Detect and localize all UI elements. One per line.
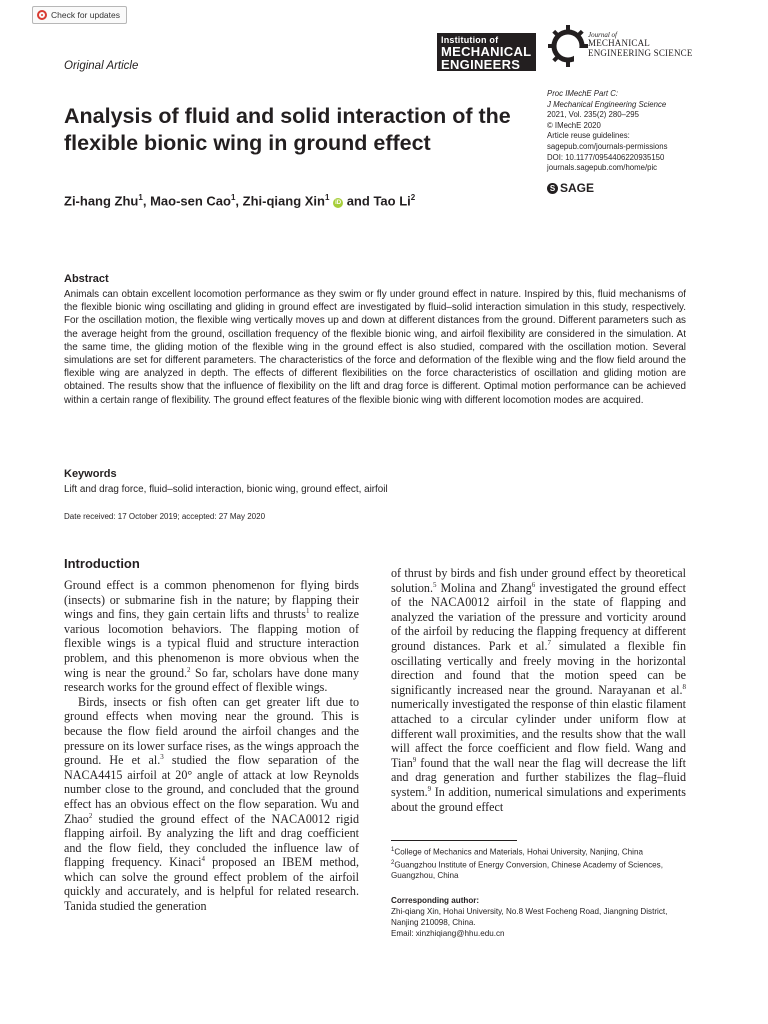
author-list: Zi-hang Zhu$^1$, Mao-sen Cao$^1$, Zhi-qiang Xin$^1$ iD and Tao Li$^2$ (64, 193, 416, 209)
author-2: Mao-sen Cao (150, 193, 231, 209)
journal-logo (548, 24, 708, 74)
footnote-divider (391, 840, 517, 841)
meta-line5: Article reuse guidelines: (547, 131, 630, 141)
authors-and: and (346, 193, 370, 209)
ref-9[interactable]: 9 (412, 755, 417, 764)
author-2-affil: 1 (230, 193, 236, 202)
ref-9b[interactable]: 9 (427, 784, 432, 793)
intro-paragraph-3 (391, 566, 686, 814)
corresponding-heading: Corresponding author: (391, 896, 480, 905)
abstract-heading: Abstract (64, 273, 109, 285)
author-3-affil: 1 (324, 193, 330, 202)
meta-line3: 2021, Vol. 235(2) 280–295 (547, 110, 639, 120)
corresponding-author (391, 895, 691, 939)
intro-c2-text-c: investigated the ground effect of the NACA0012 airfoil in the state of flapping and analyzed the variation of the pressure and vorticity around of the airfoil by reducing the flapping frequency at different ground distances. Park et al. (391, 580, 686, 653)
intro-c2-text-b: Molina and Zhang (436, 580, 532, 595)
date-line: Date received: 17 October 2019; accepted: 27 May 2020 (64, 512, 266, 521)
reuse-link[interactable]: sagepub.com/journals-permissions (547, 141, 668, 151)
check-for-updates-button[interactable] (32, 6, 127, 24)
intro-p2-text-b: studied the flow separation of the NACA4415 airfoil at 20° angle of attack at low Reynolds number close to the ground, and concluded that the ground effect has an obvious effect on the flow separation. Wu and Zhao (64, 753, 359, 826)
affiliation-1-text: College of Mechanics and Materials, Hohai University, Nanjing, China (394, 847, 643, 857)
publisher-logo-line1: Institution of (441, 35, 499, 45)
corresponding-address: Zhi-qiang Xin, Hohai University, No.8 West Focheng Road, Jiangning District, Nanjing 210098, China. (391, 907, 668, 927)
intro-p1-text-a: Ground effect is a common phenomenon for flying birds (insects) or submarine fish in the nature; by flapping their wings and fins, they gain certain lifts and thrusts (64, 578, 359, 622)
author-4-affil: 2 (410, 193, 416, 202)
citation-meta (547, 89, 717, 174)
intro-c2-text-g: In addition, numerical simulations and experiments about the ground effect (391, 784, 686, 814)
intro-p1-text-c: So far, scholars have done many research works for the ground effect of flexible wings. (64, 665, 359, 695)
journal-logo-line1: Journal of (588, 31, 617, 39)
author-4: Tao Li (373, 193, 411, 209)
intro-p1-text-b: to realize various locomotion behaviors. The flapping motion of flexible wings is a typical fluid and structure interaction problem, and this phenomenon is more obvious when the wing is near the ground. (64, 607, 359, 680)
check-for-updates-label: Check for updates (51, 10, 120, 20)
publisher-logo-line2: MECHANICAL (441, 44, 532, 59)
affiliation-2-mark: 2 (391, 859, 395, 866)
sage-label: SAGE (560, 181, 595, 195)
ref-8[interactable]: 8 (682, 682, 686, 691)
intro-c2-text-a: of thrust by birds and fish under ground effect by theoretical solution. (391, 566, 686, 595)
intro-p2-text-c: studied the ground effect of the NACA0012 rigid flapping airfoil. By analyzing the lift and drag coefficient and the flow field, they concluded the influence law of flapping frequency. Kinaci (64, 811, 359, 870)
check-for-updates-icon (37, 10, 47, 20)
meta-line2: J Mechanical Engineering Science (547, 99, 667, 109)
body-column-left (64, 578, 359, 914)
article-title: Analysis of fluid and solid interaction of the flexible bionic wing in ground effect (64, 104, 511, 155)
keywords-heading: Keywords (64, 468, 117, 480)
journal-logo-line2: MECHANICAL (588, 38, 650, 49)
publisher-logo-line3: ENGINEERS (441, 57, 521, 72)
ref-2b[interactable]: 2 (88, 811, 93, 820)
author-1-affil: 1 (138, 193, 143, 202)
intro-p2-text-a: Birds, insects or fish often can get greater lift due to ground effects when moving near the ground. This is because the flow field around the airfoil changes and the pressure on its lower surface rises, as the wings approach the ground. He et al. (64, 694, 359, 768)
affiliation-1-mark: 1 (391, 847, 395, 853)
sage-icon: S (547, 183, 558, 194)
abstract-text: Animals can obtain excellent locomotion performance as they swim or fly under ground effect in nature. Inspired by this, fluid mechanisms of the flexible bionic wing oscillating and gliding in ground effect are investigated by fluid–solid interaction simulation in this study, respectively. For the oscillation motion, the flexible wing vertically moves up and down at different distances from the ground. Different parameters such as the average height from the ground, oscillation frequency of the flexible bionic wing, and airfoil flexibility are considered in the simulation. At the same time, the gliding motion of the flexible wing in the ground effect is also studied, compared with the oscillation motion. Several simulations are set for different parameters. The characteristics of the force and deformation of the flexible wing and the flow field around the flexible wing are analyzed in depth. The effects of different flexibilities on the force characteristics of oscillation and gliding motion are obtained. The results show that the influence of flexibility on the lift and drag force is different. Optimal motion performance can be achieved within a certain range of flexibility. The ground effect features of the flexible bionic wing with different locomotion modes are acquired. (64, 289, 686, 406)
intro-paragraph-2 (64, 695, 359, 914)
ref-1[interactable]: 1 (306, 607, 310, 616)
publisher-logo (437, 33, 536, 71)
ref-2[interactable]: 2 (187, 665, 191, 674)
keywords-text: Lift and drag force, fluid–solid interaction, bionic wing, ground effect, airfoil (64, 484, 388, 495)
author-1: Zi-hang Zhu (64, 193, 139, 209)
ref-5[interactable]: 5 (433, 580, 437, 589)
ref-3[interactable]: 3 (160, 753, 164, 762)
intro-paragraph-1 (64, 578, 359, 695)
journal-logo-line3: ENGINEERING SCIENCE (588, 47, 693, 58)
journal-gear-icon (548, 24, 588, 68)
affiliation-1 (391, 845, 691, 858)
sage-logo (547, 181, 594, 195)
orcid-icon[interactable]: iD (335, 200, 342, 207)
intro-c2-text-d: simulated a flexible fin oscillating vertically and freely moving in the horizontal direction and found that the motion speed can be significantly increased near the ground. Narayanan et al. (391, 638, 686, 697)
doi-link[interactable]: DOI: 10.1177/0954406220935150 (547, 152, 665, 162)
affiliation-2 (391, 858, 691, 882)
affiliation-2-text: Guangzhou Institute of Energy Conversion, Chinese Academy of Sciences, Guangzhou, China (391, 860, 663, 881)
body-column-right (391, 566, 686, 814)
corresponding-email[interactable]: Email: xinzhiqiang@hhu.edu.cn (391, 929, 505, 938)
meta-line1: Proc IMechE Part C: (547, 89, 619, 98)
journal-link[interactable]: journals.sagepub.com/home/pic (547, 163, 658, 173)
introduction-heading: Introduction (64, 556, 140, 571)
article-type: Original Article (64, 60, 139, 72)
author-3: Zhi-qiang Xin (242, 193, 325, 209)
ref-4[interactable]: 4 (201, 855, 205, 864)
intro-c2-text-f: found that the wall near the flag will decrease the lift and drag generation and further stabilizes the flag–fluid system. (391, 755, 686, 799)
ref-7[interactable]: 7 (547, 638, 551, 647)
meta-line4: © IMechE 2020 (547, 120, 601, 130)
intro-p2-text-d: proposed an IBEM method, which can solve the ground effect problem of the airfoil quickly and accurately, and is helpful for related research. Tanida studied the generation (64, 855, 359, 914)
intro-c2-text-e: numerically investigated the response of thin elastic filament attached to a circular cylinder under uniform flow at different wall proximities, and the results show that the wall will affect the force coefficient and flow field. Wang and Tian (391, 697, 686, 770)
affiliations (391, 845, 691, 881)
ref-6[interactable]: 6 (531, 580, 536, 589)
